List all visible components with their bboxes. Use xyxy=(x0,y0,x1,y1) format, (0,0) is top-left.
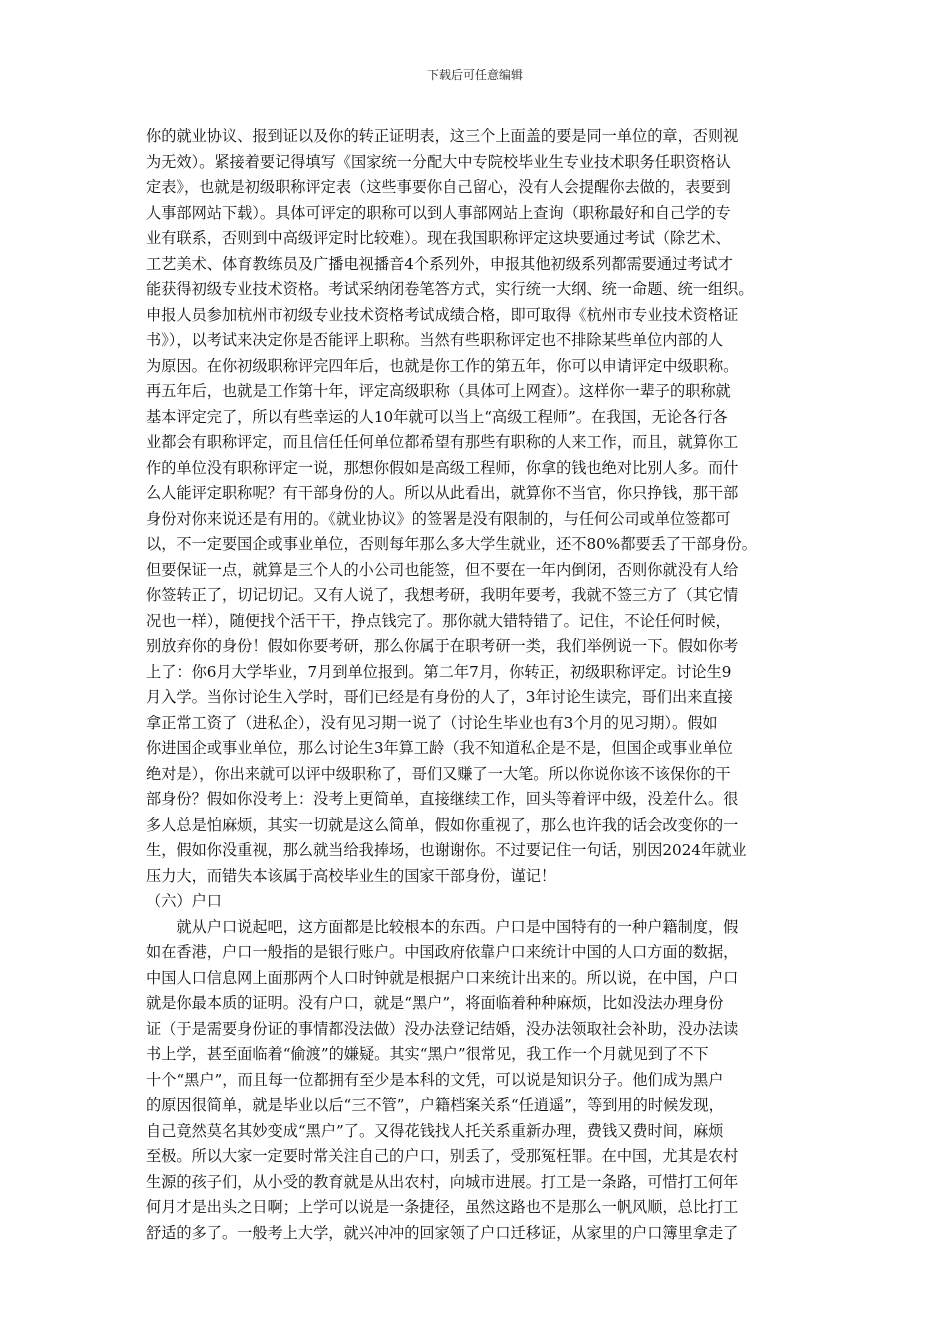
text-line: 十个“黑户”，而且每一位都拥有至少是本科的文凭，可以说是知识分子。他们成为黑户 xyxy=(146,1070,724,1089)
text-line: 业都会有职称评定，而且信任任何单位都希望有那些有职称的人来工作，而且，就算你工 xyxy=(146,433,739,451)
text-line: 况也一样），随便找个活干干，挣点钱完了。那你就大错特错了。记住，不论任何时候， xyxy=(146,611,731,630)
text-line: 拿正常工资了（进私企），没有见习期一说了（讨论生毕业也有3个月的见习期）。假如 xyxy=(146,713,718,732)
text-line: 但要保证一点，就算是三个人的小公司也能签，但不要在一年内倒闭，否则你就没有人给 xyxy=(146,560,739,579)
text-line: 月入学。当你讨论生入学时，哥们已经是有身份的人了，3年讨论生读完，哥们出来直接 xyxy=(146,688,733,706)
text-line: 身份对你来说还是有用的。《就业协议》的签署是没有限制的，与任何公司或单位签都可 xyxy=(146,509,731,528)
text-line: 别放弃你的身份！假如你要考研，那么你属于在职考研一类，我们举例说一下。假如你考 xyxy=(146,637,739,655)
text-line: 书上学，甚至面临着“偷渡”的嫌疑。其实“黑户”很常见，我工作一个月就见到了不下 xyxy=(146,1045,709,1063)
text-line: 多人总是怕麻烦，其实一切就是这么简单，假如你重视了，那么也许我的话会改变你的一 xyxy=(146,815,739,834)
text-line: 你进国企或事业单位，那么讨论生3年算工龄（我不知道私企是不是，但国企或事业单位 xyxy=(146,739,733,757)
text-line: 如在香港，户口一般指的是银行账户。中国政府依靠户口来统计中国的人口方面的数据， xyxy=(146,943,739,961)
text-line: 书》），以考试来决定你是否能评上职称。当然有些职称评定也不排除某些单位内部的人 xyxy=(146,331,724,349)
text-line: 工艺美术、体育教练员及广播电视播音4个系列外，申报其他初级系列都需要通过考试才 xyxy=(146,254,733,273)
text-line: 何月才是出头之日啊；上学可以说是一条捷径，虽然这路也不是那么一帆风顺，总比打工 xyxy=(146,1198,739,1216)
text-line: 就从户口说起吧，这方面都是比较根本的东西。户口是中国特有的一种户籍制度，假 xyxy=(146,917,739,936)
text-line: 为原因。在你初级职称评完四年后，也就是你工作的第五年，你可以申请评定中级职称。 xyxy=(146,356,739,375)
text-line: 你的就业协议、报到证以及你的转正证明表，这三个上面盖的要是同一单位的章，否则视 xyxy=(146,127,739,145)
text-line: 作的单位没有职称评定一说，那想你假如是高级工程师，你拿的钱也绝对比别人多。而什 xyxy=(146,458,739,477)
text-line: 么人能评定职称呢？有干部身份的人。所以从此看出，就算你不当官，你只挣钱，那干部 xyxy=(146,484,739,502)
text-line: 的原因很简单，就是毕业以后“三不管”，户籍档案关系“任逍遥”，等到用的时候发现， xyxy=(146,1096,724,1114)
text-line: 生，假如你没重视，那么就当给我捧场，也谢谢你。不过要记住一句话，别因2024年就业 xyxy=(146,841,747,859)
text-line: 就是你最本质的证明。没有户口，就是“黑户”，将面临着种种麻烦，比如没法办理身份 xyxy=(146,994,724,1012)
text-line: 你签转正了，切记切记。又有人说了，我想考研，我明年要考，我就不签三方了（其它情 xyxy=(146,586,739,604)
page-header-note: 下载后可任意编辑 xyxy=(426,68,523,82)
text-line: 再五年后，也就是工作第十年，评定高级职称（具体可上网查）。这样你一辈子的职称就 xyxy=(146,382,731,400)
text-line: 人事部网站下载）。具体可评定的职称可以到人事部网站上查询（职称最好和自己学的专 xyxy=(146,203,731,222)
text-line: 申报人员参加杭州市初级专业技术资格考试成绩合格，即可取得《杭州市专业技术资格证 xyxy=(146,305,739,324)
text-line: 至极。所以大家一定要时常关注自己的户口，别丢了，受那冤枉罪。在中国，尤其是农村 xyxy=(146,1147,739,1165)
text-line: 中国人口信息网上面那两个人口时钟就是根据户口来统计出来的。所以说，在中国，户口 xyxy=(146,968,739,987)
text-line: 以，不一定要国企或事业单位，否则每年那么多大学生就业，还不80%都要丢了干部身份。 xyxy=(146,535,757,553)
text-line: 基本评定完了，所以有些幸运的人10年就可以当上“高级工程师”。在我国，无论各行各 xyxy=(146,407,728,426)
text-line: 部身份？假如你没考上：没考上更简单，直接继续工作，回头等着评中级，没差什么。很 xyxy=(146,790,739,808)
text-line: （六）户口 xyxy=(146,892,222,910)
text-line: 绝对是），你出来就可以评中级职称了，哥们又赚了一大笔。所以你说你该不该保你的干 xyxy=(146,764,731,783)
text-line: 自己竟然莫名其妙变成“黑户”了。又得花钱找人托关系重新办理，费钱又费时间，麻烦 xyxy=(146,1121,724,1140)
text-line: 定表》，也就是初级职称评定表（这些事要你自己留心，没有人会提醒你去做的，表要到 xyxy=(146,178,731,196)
text-line: 压力大，而错失本该属于高校毕业生的国家干部身份，谨记！ xyxy=(146,866,557,885)
document-body xyxy=(146,124,806,1246)
text-line: 舒适的多了。一般考上大学，就兴冲冲的回家领了户口迁移证，从家里的户口簿里拿走了 xyxy=(146,1223,739,1242)
text-line: 业有联系，否则到中高级评定时比较难）。现在我国职称评定这块要通过考试（除艺术、 xyxy=(146,229,731,247)
text-line: 生源的孩子们，从小受的教育就是从出农村，向城市进展。打工是一条路，可惜打工何年 xyxy=(146,1172,739,1191)
text-line: 能获得初级专业技术资格。考试采纳闭卷笔答方式，实行统一大纲、统一命题、统一组织。 xyxy=(146,280,754,298)
text-line: 证（于是需要身份证的事情都没法做）没办法登记结婚，没办法领取社会补助，没办法读 xyxy=(146,1019,739,1038)
text-line: 上了：你6月大学毕业，7月到单位报到。第二年7月，你转正，初级职称评定。讨论生9 xyxy=(146,662,732,681)
text-line: 为无效）。紧接着要记得填写《国家统一分配大中专院校毕业生专业技术职务任职资格认 xyxy=(146,152,731,171)
